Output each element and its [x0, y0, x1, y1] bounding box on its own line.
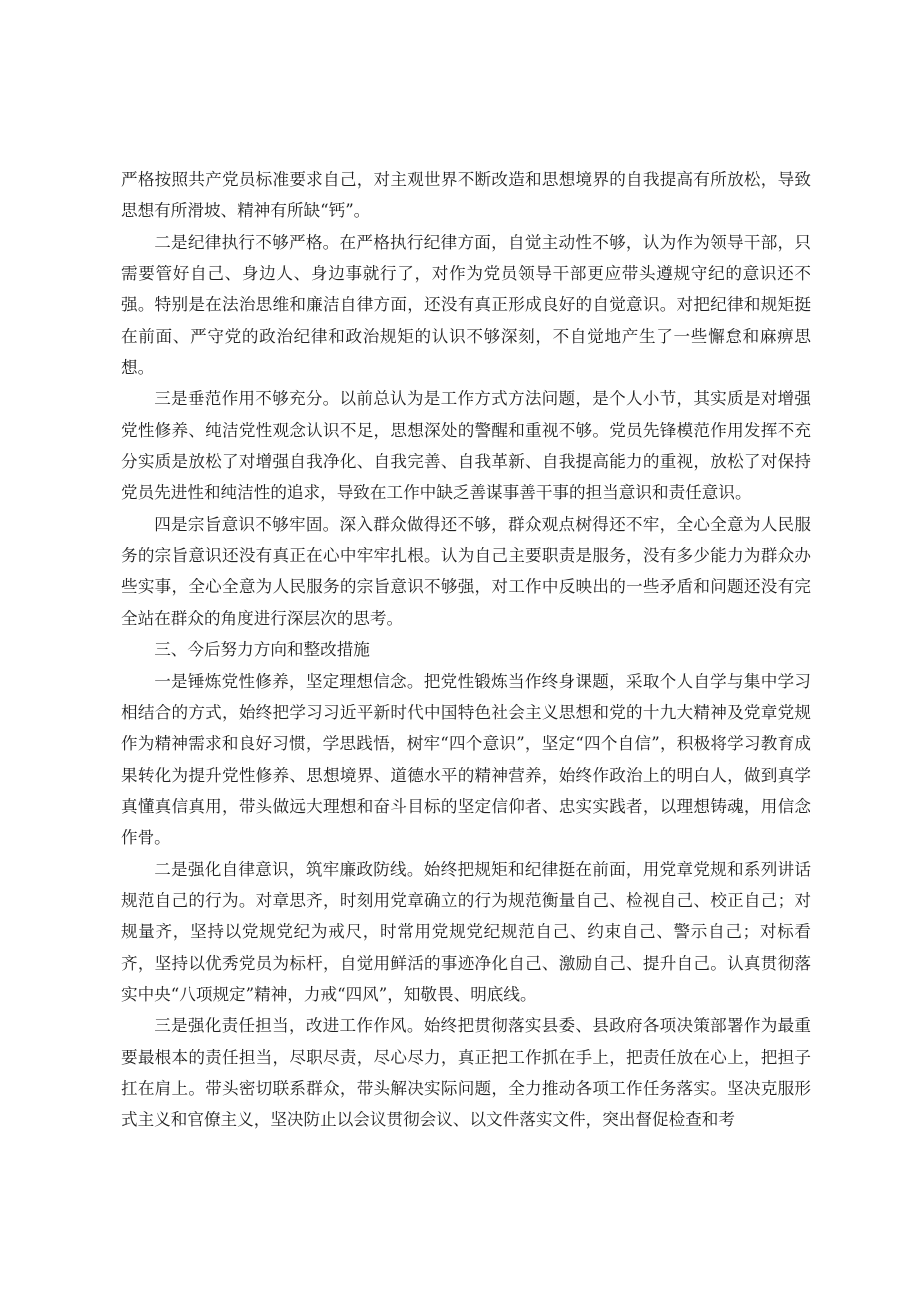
- paragraph-self-discipline: 二是强化自律意识，筑牢廉政防线。始终把规矩和纪律挺在前面，用党章党规和系列讲话规范自己的行为。对章思齐，时刻用党章确立的行为规范衡量自己、检视自己、校正自己；对规量齐，坚持以党规党纪为戒尺，时常用党规党纪规范自己、约束自己、警示自己；对标看齐，坚持以优秀党员为标杆，自觉用鲜活的事迹净化自己、激励自己、提升自己。认真贯彻落实中央“八项规定”精神，力戒“四风”，知敬畏、明底线。: [121, 859, 811, 1004]
- paragraph-responsibility: 三是强化责任担当，改进工作作风。始终把贯彻落实县委、县政府各项决策部署作为最重要最根本的责任担当，尽职尽责，尽心尽力，真正把工作抓在手上，把责任放在心上，把担子扛在肩上。带头密切联系群众，带头解决实际问题，全力推动各项工作任务落实。坚决克服形式主义和官僚主义，坚决防止以会议贯彻会议、以文件落实文件，突出督促检查和考: [121, 1016, 811, 1130]
- paragraph-discipline: 二是纪律执行不够严格。在严格执行纪律方面，自觉主动性不够，认为作为领导干部，只需要管好自己、身边人、身边事就行了，对作为党员领导干部更应带头遵规守纪的意识还不强。特别是在法治思维和廉洁自律方面，还没有真正形成良好的自觉意识。对把纪律和规矩挺在前面、严守党的政治纪律和政治规矩的认识不够深刻，不自觉地产生了一些懈怠和麻痹思想。: [121, 232, 811, 378]
- document-page: [121, 164, 811, 1136]
- paragraph-role-model: 三是垂范作用不够充分。以前总认为是工作方式方法问题，是个人小节，其实质是对增强党性修养、纯洁党性观念认识不足，思想深处的警醒和重视不够。党员先锋模范作用发挥不充分实质是放松了对增强自我净化、自我完善、自我革新、自我提高能力的重视，放松了对保持党员先进性和纯洁性的追求，导致在工作中缺乏善谋事善干事的担当意识和责任意识。: [121, 389, 811, 503]
- section-heading: 三、今后努力方向和整改措施: [154, 640, 370, 660]
- paragraph-purpose-awareness: 四是宗旨意识不够牢固。深入群众做得还不够，群众观点树得还不牢，全心全意为人民服务的宗旨意识还没有真正在心中牢牢扎根。认为自己主要职责是服务，没有多少能力为群众办些实事，全心全意为人民服务的宗旨意识不够强，对工作中反映出的一些矛盾和问题还没有完全站在群众的角度进行深层次的思考。: [121, 514, 811, 628]
- paragraph-continuation: 严格按照共产党员标准要求自己，对主观世界不断改造和思想境界的自我提高有所放松，导致思想有所滑坡、精神有所缺“钙”。: [121, 170, 811, 221]
- paragraph-party-spirit: 一是锤炼党性修养，坚定理想信念。把党性锻炼当作终身课题，采取个人自学与集中学习相结合的方式，始终把学习习近平新时代中国特色社会主义思想和党的十九大精神及党章党规作为精神需求和良好习惯，学思践悟，树牢“四个意识”，坚定“四个自信”，积极将学习教育成果转化为提升党性修养、思想境界、道德水平的精神营养，始终作政治上的明白人，做到真学真懂真信真用，带头做远大理想和奋斗目标的坚定信仰者、忠实实践者，以理想铸魂，用信念作骨。: [121, 671, 811, 848]
